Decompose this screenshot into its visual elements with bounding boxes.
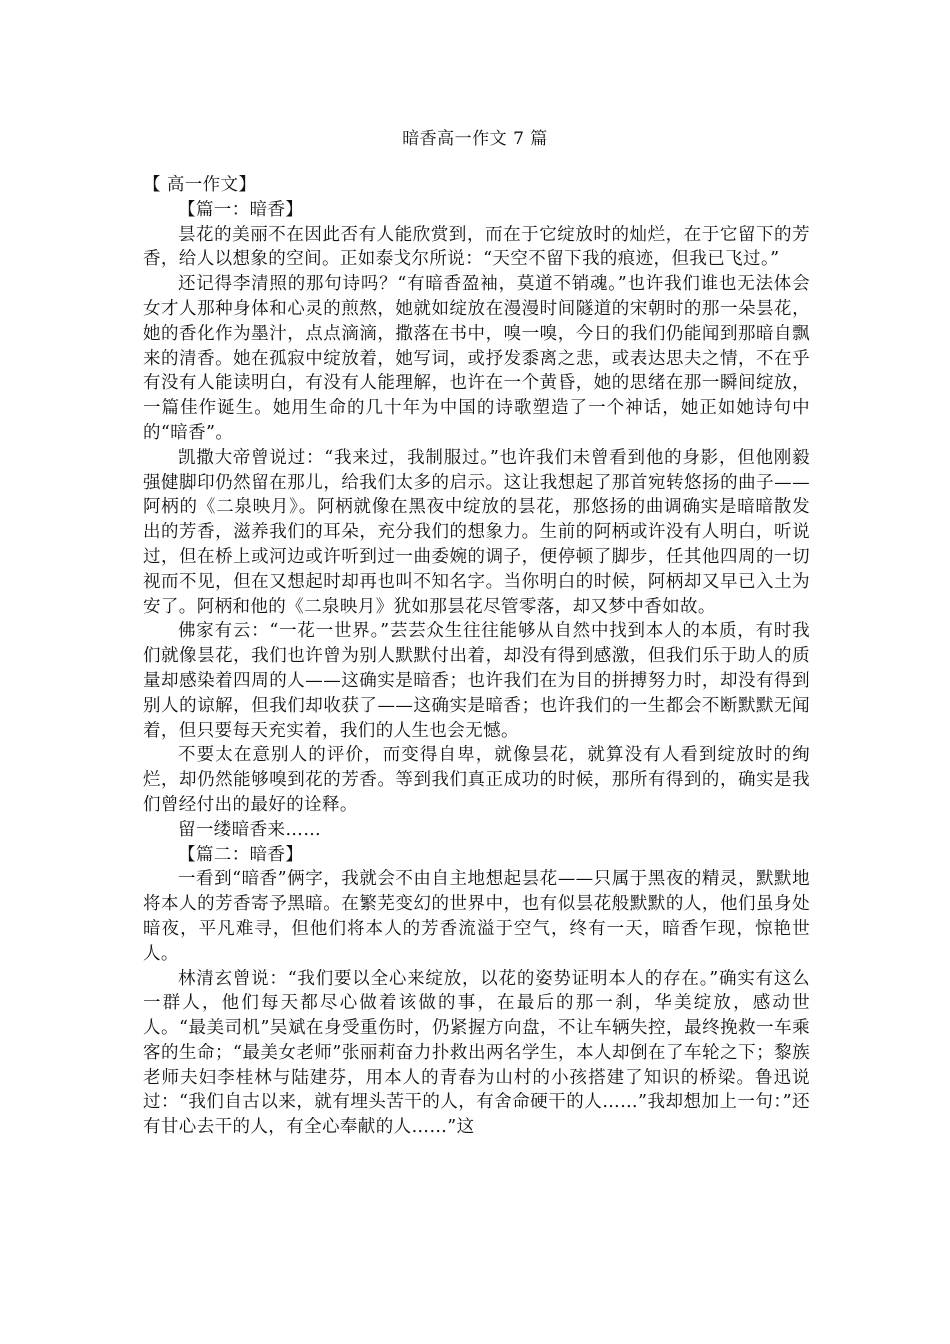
paragraph: 林清玄曾说：“我们要以全心来绽放，以花的姿势证明本人的存在。”确实有这么一群人，他们每天都尽心做着该做的事，在最后的那一刹，华美绽放，感动世人。“最美司机”吴斌在身受重伤时，仍紧握方向盘，不让车辆失控，最终挽救一车乘客的生命；“最美女老师”张丽莉奋力扑救出两名学生，本人却倒在了车轮之下；黎族老师夫妇李桂林与陆建芬，用本人的青春为山村的小孩搭建了知识的桥梁。鲁迅说过：“我们自古以来，就有埋头苦干的人，有舍命硬干的人……”我却想加上一句：”还有甘心去干的人，有全心奉献的人……”这 bbox=[143, 968, 810, 1138]
paragraph: 佛家有云：“一花一世界。”芸芸众生往往能够从自然中找到本人的本质，有时我们就像昙花，我们也许曾为别人默默付出着，却没有得到感激，但我们乐于助人的质量却感染着四周的人——这确实是暗香；也许我们在为目的拼搏努力时，却没有得到别人的谅解，但我们却收获了——这确实是暗香；也许我们的一生都会不断默默无闻着，但只要每天充实着，我们的人生也会无憾。 bbox=[143, 621, 810, 741]
paragraph: 不要太在意别人的评价，而变得自卑，就像昙花，就算没有人看到绽放时的绚烂，却仍然能够嗅到花的芳香。等到我们真正成功的时候，那所有得到的，确实是我们曾经付出的最好的诠释。 bbox=[143, 745, 810, 815]
chapter-heading: 【篇二：暗香】 bbox=[178, 844, 304, 865]
paragraph: 留一缕暗香来…… bbox=[178, 819, 322, 840]
section-heading: 【 高一作文】 bbox=[143, 175, 257, 195]
paragraph: 一看到“暗香”俩字，我就会不由自主地想起昙花——只属于黑夜的精灵，默默地将本人的芳香寄予黑暗。在繁芜变幻的世界中，也有似昙花般默默的人，他们虽身处暗夜，平凡难寻，但他们将本人的芳香流溢于空气，终有一天，暗香乍现，惊艳世人。 bbox=[143, 869, 810, 964]
document-title: 暗香高一作文 7 篇 bbox=[402, 129, 548, 149]
chapter-heading: 【篇一：暗香】 bbox=[178, 199, 304, 220]
paragraph: 凯撒大帝曾说过：“我来过，我制服过。”也许我们未曾看到他的身影，但他刚毅强健脚印仍然留在那儿，给我们太多的启示。这让我想起了那首宛转悠扬的曲子——阿柄的《二泉映月》。阿柄就像在黑夜中绽放的昙花，那悠扬的曲调确实是暗暗散发出的芳香，滋养我们的耳朵，充分我们的想象力。生前的阿柄或许没有人明白，听说过，但在桥上或河边或许听到过一曲委婉的调子，便停顿了脚步，任其他四周的一切视而不见，但在又想起时却再也叫不知名字。当你明白的时候，阿柄却又早已入土为安了。阿柄和他的《二泉映月》犹如那昙花尽管零落，却又梦中香如故。 bbox=[143, 447, 810, 617]
paragraph: 还记得李清照的那句诗吗？“有暗香盈袖，莫道不销魂。”也许我们谁也无法体会女才人那种身体和心灵的煎熬，她就如绽放在漫漫时间隧道的宋朝时的那一朵昙花，她的香化作为墨汁，点点滴滴，撒落在书中，嗅一嗅，今日的我们仍能闻到那暗自飘来的清香。她在孤寂中绽放着，她写词，或抒发黍离之悲，或表达思夫之情，不在乎有没有人能读明白，有没有人能理解，也许在一个黄昏，她的思绪在那一瞬间绽放，一篇佳作诞生。她用生命的几十年为中国的诗歌塑造了一个神话，她正如她诗句中的“暗香”。 bbox=[143, 274, 810, 443]
document-body bbox=[143, 173, 810, 1140]
paragraph: 昙花的美丽不在因此否有人能欣赏到，而在于它绽放时的灿烂，在于它留下的芳香，给人以想象的空间。正如泰戈尔所说：“天空不留下我的痕迹，但我已飞过。” bbox=[143, 224, 810, 270]
